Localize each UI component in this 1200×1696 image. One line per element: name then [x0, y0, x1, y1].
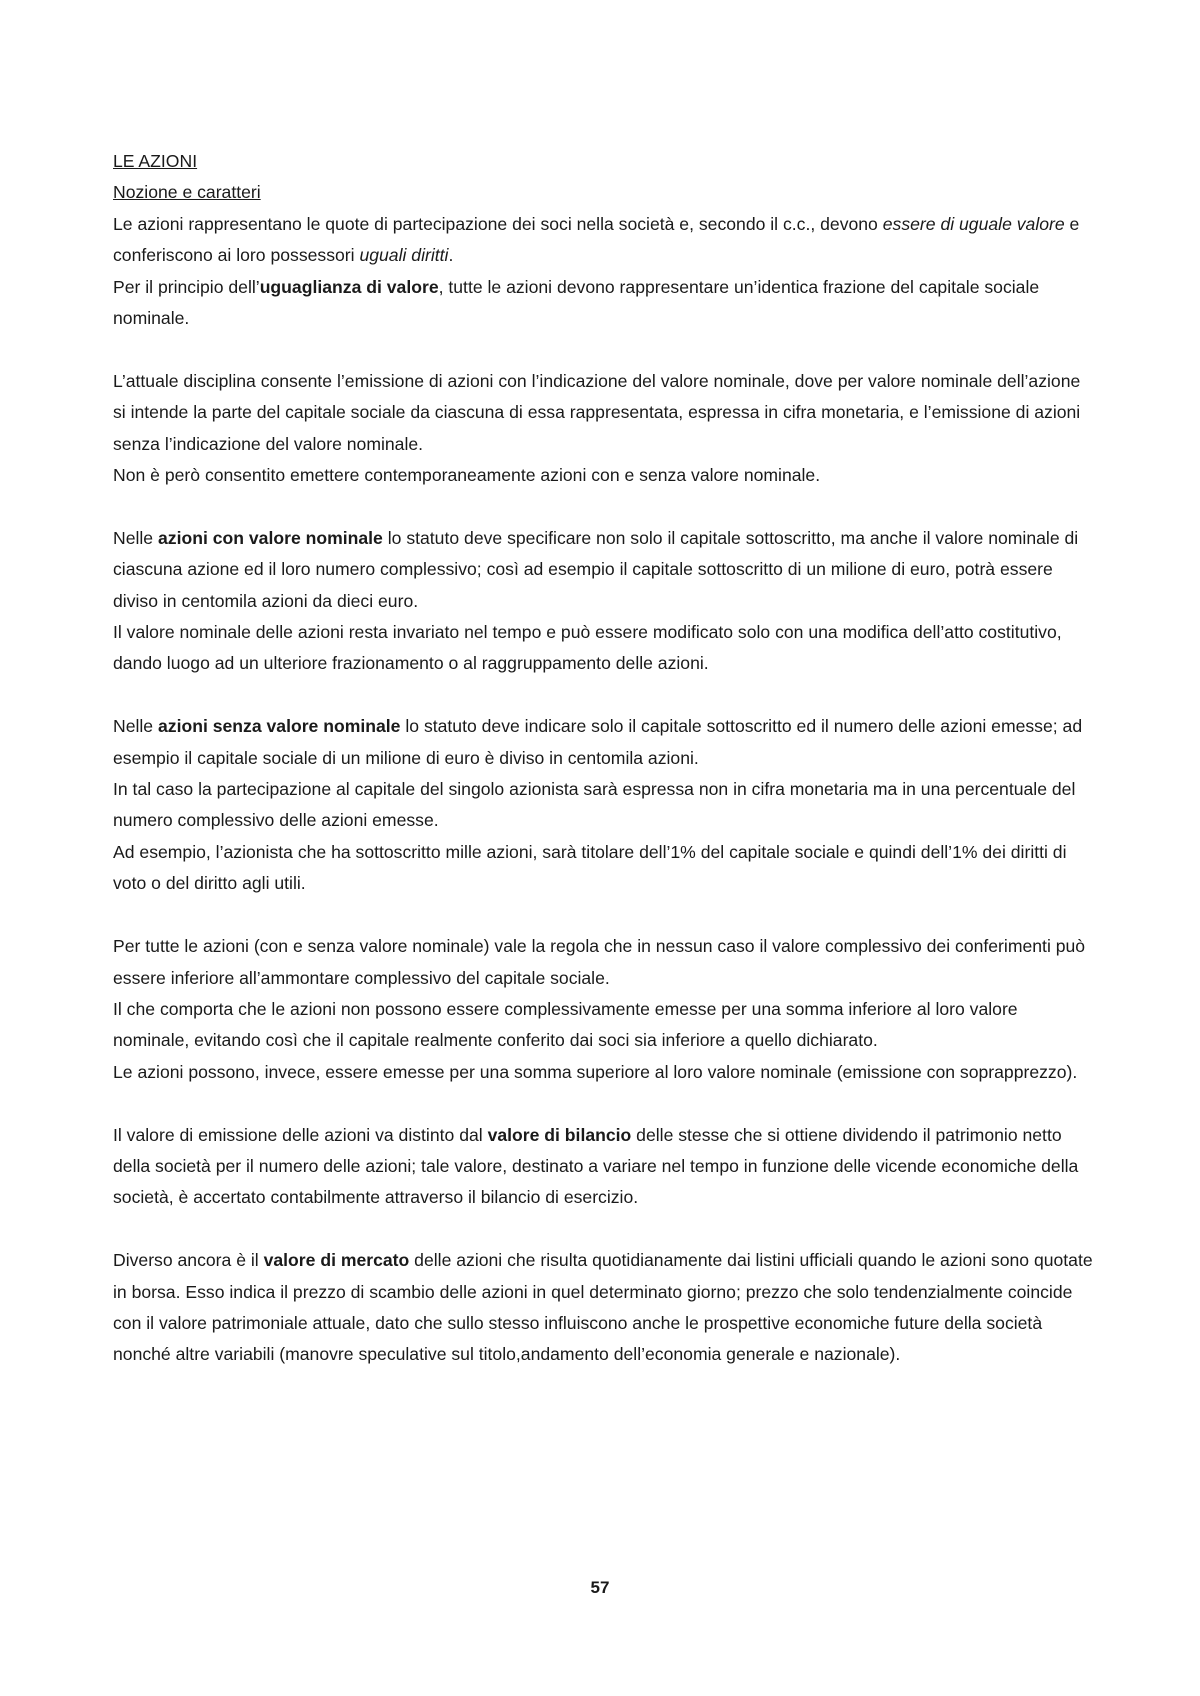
paragraph-gap — [113, 680, 1095, 711]
text-run: , tutte le azioni devono rappresentare un’identica frazione del capitale sociale nominale. — [113, 276, 1040, 329]
paragraph-nominal-invariant: Il valore nominale delle azioni resta invariato nel tempo e può essere modificato solo con una modifica dell’atto costitutivo, dando luogo ad un ulteriore frazionamento o al raggruppamento delle azioni. — [113, 622, 1062, 674]
section-subtitle — [113, 177, 1095, 208]
paragraph-without-nominal-value — [113, 711, 1095, 774]
text-run: Diverso ancora è il — [113, 1250, 264, 1271]
italic-term: uguali diritti — [359, 245, 449, 266]
text-run: delle stesse che si ottiene dividendo il patrimonio netto della società per il numero delle azioni; tale valore, destinato a variare nel tempo in funzione delle vicende economiche della società, è accertato contabilmente attraverso il bilancio di esercizio. — [113, 1124, 1079, 1208]
text-run: Per il principio dell’ — [113, 276, 260, 297]
text-run: Le azioni rappresentano le quote di partecipazione dei soci nella società e, secondo il c.c., devono — [113, 213, 883, 234]
paragraph-all-shares: Per tutte le azioni (con e senza valore nominale) vale la regola che in nessun caso il valore complessivo dei conferimenti può essere inferiore all’ammontare complessivo del capitale sociale. — [113, 936, 1086, 988]
document-body — [113, 146, 1095, 1371]
text-run: Il valore di emissione delle azioni va distinto dal — [113, 1124, 488, 1145]
paragraph-percentage: In tal caso la partecipazione al capitale del singolo azionista sarà espressa non in cifra monetaria ma in una percentuale del numero complessivo delle azioni emesse. — [113, 779, 1076, 831]
paragraph-gap — [113, 334, 1095, 365]
text-run: e conferiscono ai loro possessori — [113, 213, 1080, 266]
text-run: lo statuto deve indicare solo il capitale sottoscritto ed il numero delle azioni emesse; ad esempio il capitale sociale di un milione di euro è diviso in centomila azioni. — [113, 716, 1083, 768]
paragraph-gap — [113, 1088, 1095, 1119]
text-run: . — [448, 245, 454, 266]
paragraph-gap — [113, 491, 1095, 522]
paragraph-gap — [113, 900, 1095, 931]
section-title — [113, 146, 1095, 177]
text-run: Nelle — [113, 716, 158, 737]
paragraph-definition — [113, 209, 1095, 272]
section-title-text: LE AZIONI — [113, 151, 198, 171]
paragraph-book-value — [113, 1120, 1095, 1214]
bold-term: azioni senza valore nominale — [157, 716, 401, 737]
paragraph-example: Ad esempio, l’azionista che ha sottoscritto mille azioni, sarà titolare dell’1% del capitale sociale e quindi dell’1% dei diritti di voto o del diritto agli utili. — [113, 841, 1067, 894]
text-run: delle azioni che risulta quotidianamente dai listini ufficiali quando le azioni sono quotate in borsa. Esso indica il prezzo di scambio delle azioni in quel determinato giorno; prezzo che solo tendenzialmente coincide con il valore patrimoniale attuale, dato che sullo stesso influiscono anche le prospettive economiche future della società nonché altre variabili (manovre speculative sul titolo,andamento dell’economia generale e nazionale). — [113, 1250, 1093, 1365]
italic-term: essere di uguale valore — [882, 213, 1065, 234]
paragraph-premium: Le azioni possono, invece, essere emesse per una somma superiore al loro valore nominale (emissione con soprapprezzo). — [113, 1061, 1078, 1082]
paragraph-not-allowed: Non è però consentito emettere contemporaneamente azioni con e senza valore nominale. — [113, 465, 821, 486]
paragraph-gap — [113, 1214, 1095, 1245]
bold-term: valore di bilancio — [487, 1124, 632, 1145]
paragraph-consequence: Il che comporta che le azioni non possono essere complessivamente emesse per una somma inferiore al loro valore nominale, evitando così che il capitale realmente conferito dai soci sia inferiore a quello dichiarato. — [113, 998, 1018, 1051]
paragraph-with-nominal-value — [113, 523, 1095, 617]
paragraph-discipline: L’attuale disciplina consente l’emissione di azioni con l’indicazione del valore nominale, dove per valore nominale dell’azione si intende la parte del capitale sociale da ciascuna di essa rappresentata, espressa in cifra monetaria, e l’emissione di azioni senza l’indicazione del valore nominale. — [113, 370, 1081, 454]
text-run: Nelle — [113, 527, 158, 548]
page-number: 57 — [590, 1578, 610, 1597]
bold-term: valore di mercato — [263, 1250, 410, 1271]
bold-term: azioni con valore nominale — [157, 527, 383, 548]
paragraph-market-value — [113, 1245, 1095, 1371]
text-run: lo statuto deve specificare non solo il capitale sottoscritto, ma anche il valore nominale di ciascuna azione ed il loro numero complessivo; così ad esempio il capitale sottoscritto di un milione di euro, potrà essere diviso in centomila azioni da dieci euro. — [113, 527, 1079, 611]
bold-term: uguaglianza di valore — [259, 276, 439, 297]
paragraph-equal-value — [113, 272, 1095, 335]
section-subtitle-text: Nozione e caratteri — [113, 182, 261, 203]
